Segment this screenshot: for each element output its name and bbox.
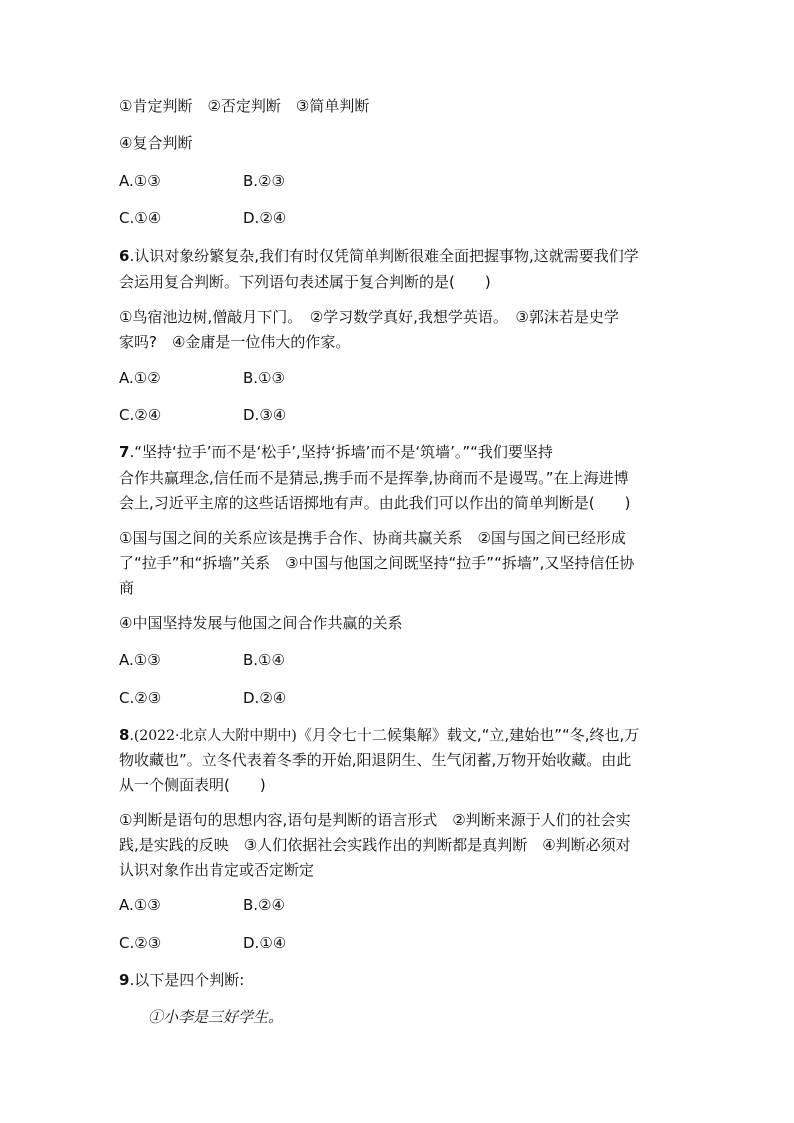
q6-option-b: B.①③ [243,369,285,387]
q5-option-a: A.①③ [119,172,161,190]
q8-stem-line3: 从一个侧面表明( ) [119,776,266,794]
q8-option-c: C.②③ [119,934,162,952]
q5-items-line1: ①肯定判断 ②否定判断 ③简单判断 [119,97,370,115]
q6-number: 6 [119,247,130,265]
q8-items-line1: ①判断是语句的思想内容,语句是判断的语言形式 ②判断来源于人们的社会实 [119,811,631,829]
q6-stem-line2: 会运用复合判断。下列语句表述属于复合判断的是( ) [119,273,491,291]
q9-stem: 9.以下是四个判断: [119,971,245,989]
q7-items-line4: ④中国坚持发展与他国之间合作共赢的关系 [119,614,403,632]
q8-items-line3: 认识对象作出肯定或否定断定 [119,861,315,879]
q8-source: .(2022·北京人大附中期中) [129,728,297,744]
q7-option-d: D.②④ [243,689,287,707]
q9-item1: ①小李是三好学生。 [148,1008,284,1026]
q7-option-c: C.②③ [119,689,162,707]
q6-option-c: C.②④ [119,406,162,424]
q8-items-line2: 践,是实践的反映 ③人们依据社会实践作出的判断都是真判断 ④判断必须对 [119,836,631,854]
q7-option-a: A.①③ [119,651,161,669]
q6-stem-line1: 6.认识对象纷繁复杂,我们有时仅凭简单判断很难全面把握事物,这就需要我们学 [119,247,639,265]
q7-items-line3: 商 [119,579,135,597]
q8-option-d: D.①④ [243,934,287,952]
q7-items-line2: 了“拉手”和“拆墙”关系 ③中国与他国之间既坚持“拉手”“拆墙”,又坚持信任协 [119,554,635,572]
q8-option-b: B.②④ [243,896,285,914]
q5-option-c: C.①④ [119,209,162,227]
q6-option-a: A.①② [119,369,161,387]
q9-number: 9 [119,971,130,989]
q8-stem-line1: 8.(2022·北京人大附中期中)《月令七十二候集解》载文,“立,建始也”“冬,终也,万 [119,726,640,744]
q5-items-line2: ④复合判断 [119,134,193,152]
q7-stem-line2: 合作共赢理念,信任而不是猜忌,携手而不是挥拳,协商而不是谩骂。”在上海进博 [119,469,629,487]
q7-option-b: B.①④ [243,651,285,669]
q6-option-d: D.③④ [243,406,287,424]
q7-items-line1: ①国与国之间的关系应该是携手合作、协商共赢关系 ②国与国之间已经形成 [119,529,626,547]
q7-number: 7 [119,443,130,461]
q8-stem-line2: 物收藏也”。立冬代表着冬季的开始,阳退阴生、生气闭蓄,万物开始收藏。由此 [119,751,632,769]
q8-option-a: A.①③ [119,896,161,914]
q6-items-line2: 家吗? ④金庸是一位伟大的作家。 [119,333,351,351]
q5-option-b: B.②③ [243,172,285,190]
q6-items-line1: ①鸟宿池边树,僧敲月下门。 ②学习数学真好,我想学英语。 ③郭沫若是史学 [119,308,619,326]
q5-option-d: D.②④ [243,209,287,227]
q8-number: 8 [119,726,130,744]
q7-stem-line1: 7.“坚持‘拉手’而不是‘松手’,坚持‘拆墙’而不是‘筑墙’。”“我们要坚持 [119,443,553,461]
q7-stem-line3: 会上,习近平主席的这些话语掷地有声。由此我们可以作出的简单判断是( ) [119,494,631,512]
